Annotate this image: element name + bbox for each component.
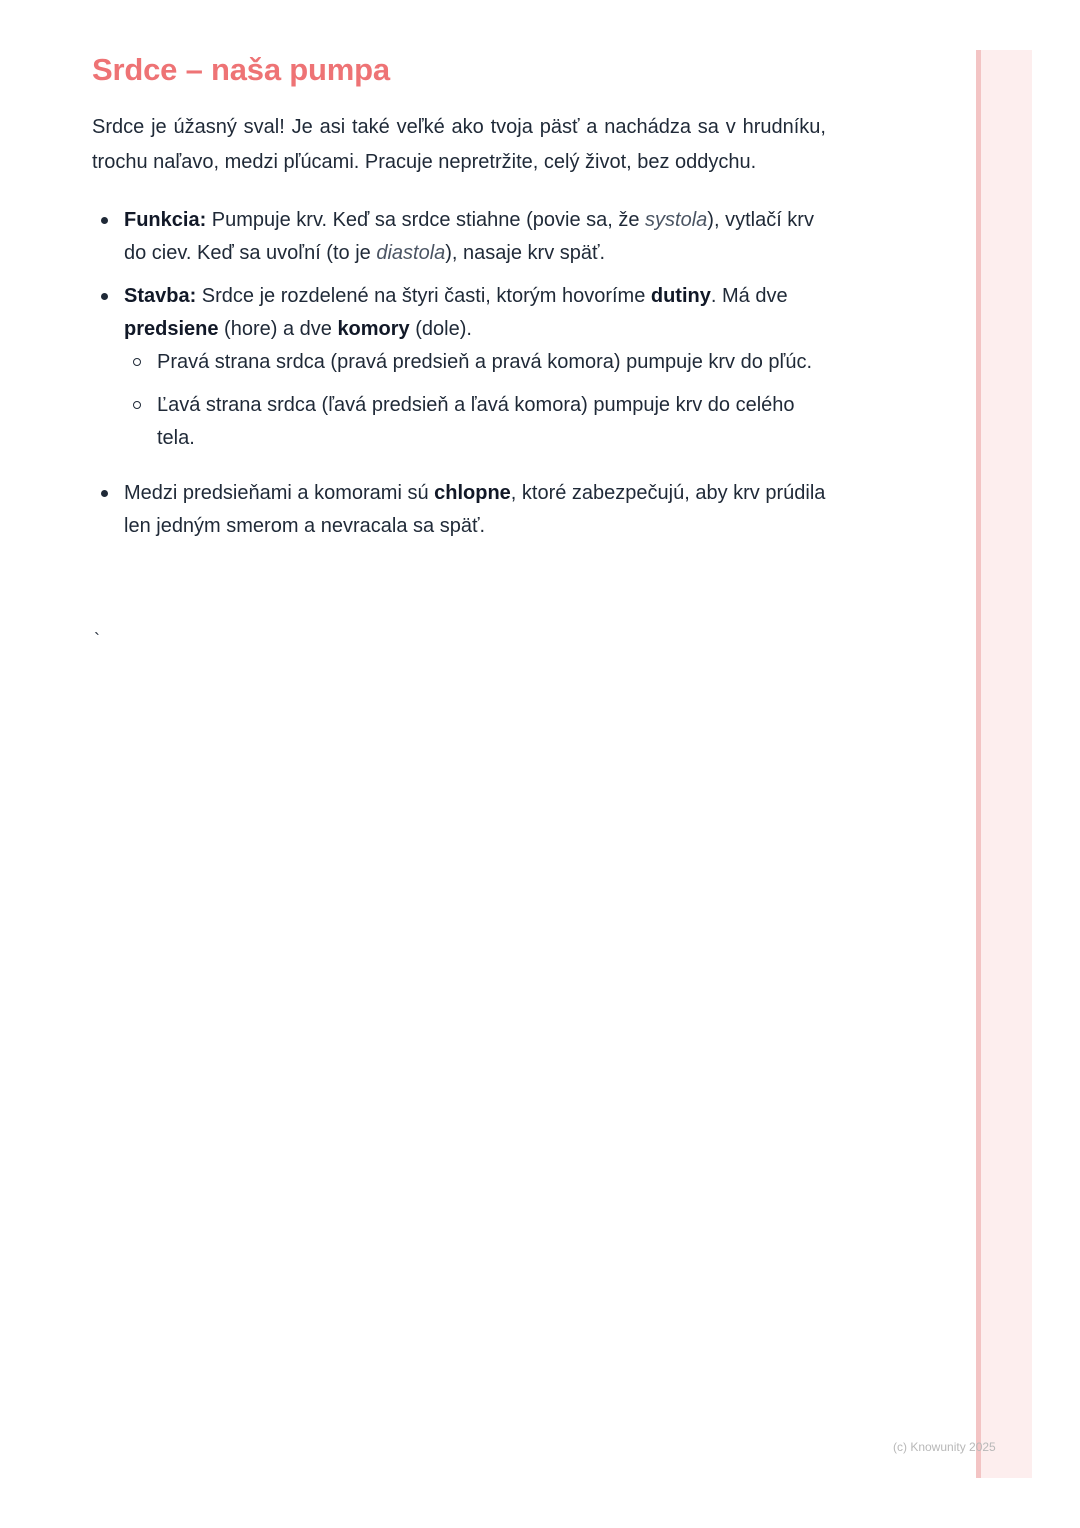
term-diastola: diastola xyxy=(376,242,446,264)
structure-text-4: (dole). xyxy=(409,318,472,340)
list-item-function xyxy=(124,204,826,270)
function-text-1: Pumpuje krv. Keď sa srdce stiahne (povie sa, že xyxy=(206,209,646,231)
function-text-2: ), vytlačí krv do ciev. Keď sa uvoľní (to je xyxy=(124,209,814,264)
list-item-structure xyxy=(124,280,826,455)
footer-copyright: (c) Knowunity 2025 xyxy=(893,1440,996,1454)
sub-item-left-side: Ľavá strana srdca (ľavá predsieň a ľavá komora) pumpuje krv do celého tela. xyxy=(157,389,826,455)
structure-text-2: . Má dve xyxy=(710,285,788,307)
structure-text-1: Srdce je rozdelené na štyri časti, ktorým hovoríme xyxy=(196,285,651,307)
term-komory: komory xyxy=(337,318,410,340)
side-margin-line xyxy=(976,50,981,1478)
structure-label: Stavba: xyxy=(124,285,197,307)
valves-text-2: , ktoré zabezpečujú, aby krv prúdila len jedným smerom a nevracala sa späť. xyxy=(124,482,826,537)
page-title: Srdce – naša pumpa xyxy=(92,52,390,87)
intro-paragraph: Srdce je úžasný sval! Je asi také veľké ako tvoja päsť a nachádza sa v hrudníku, trochu naľavo, medzi pľúcami. Pracuje nepretržite, celý život, bez oddychu. xyxy=(92,116,826,173)
structure-text-3: (hore) a dve xyxy=(218,318,338,340)
term-systola: systola xyxy=(645,209,708,231)
term-predsiene: predsiene xyxy=(124,318,219,340)
function-text-3: ), nasaje krv späť. xyxy=(445,242,606,264)
side-margin-strip xyxy=(976,50,1032,1478)
stray-backtick: ` xyxy=(94,630,100,650)
sub-item-right-side: Pravá strana srdca (pravá predsieň a pravá komora) pumpuje krv do pľúc. xyxy=(157,346,826,379)
sub-bullet-list xyxy=(124,346,826,455)
bullet-list xyxy=(92,204,826,543)
valves-text-1: Medzi predsieňami a komorami sú xyxy=(124,482,435,504)
term-chlopne: chlopne xyxy=(434,482,511,504)
function-label: Funkcia: xyxy=(124,209,207,231)
list-item-valves xyxy=(124,477,826,543)
page-content xyxy=(92,50,826,553)
term-dutiny: dutiny xyxy=(650,285,711,307)
